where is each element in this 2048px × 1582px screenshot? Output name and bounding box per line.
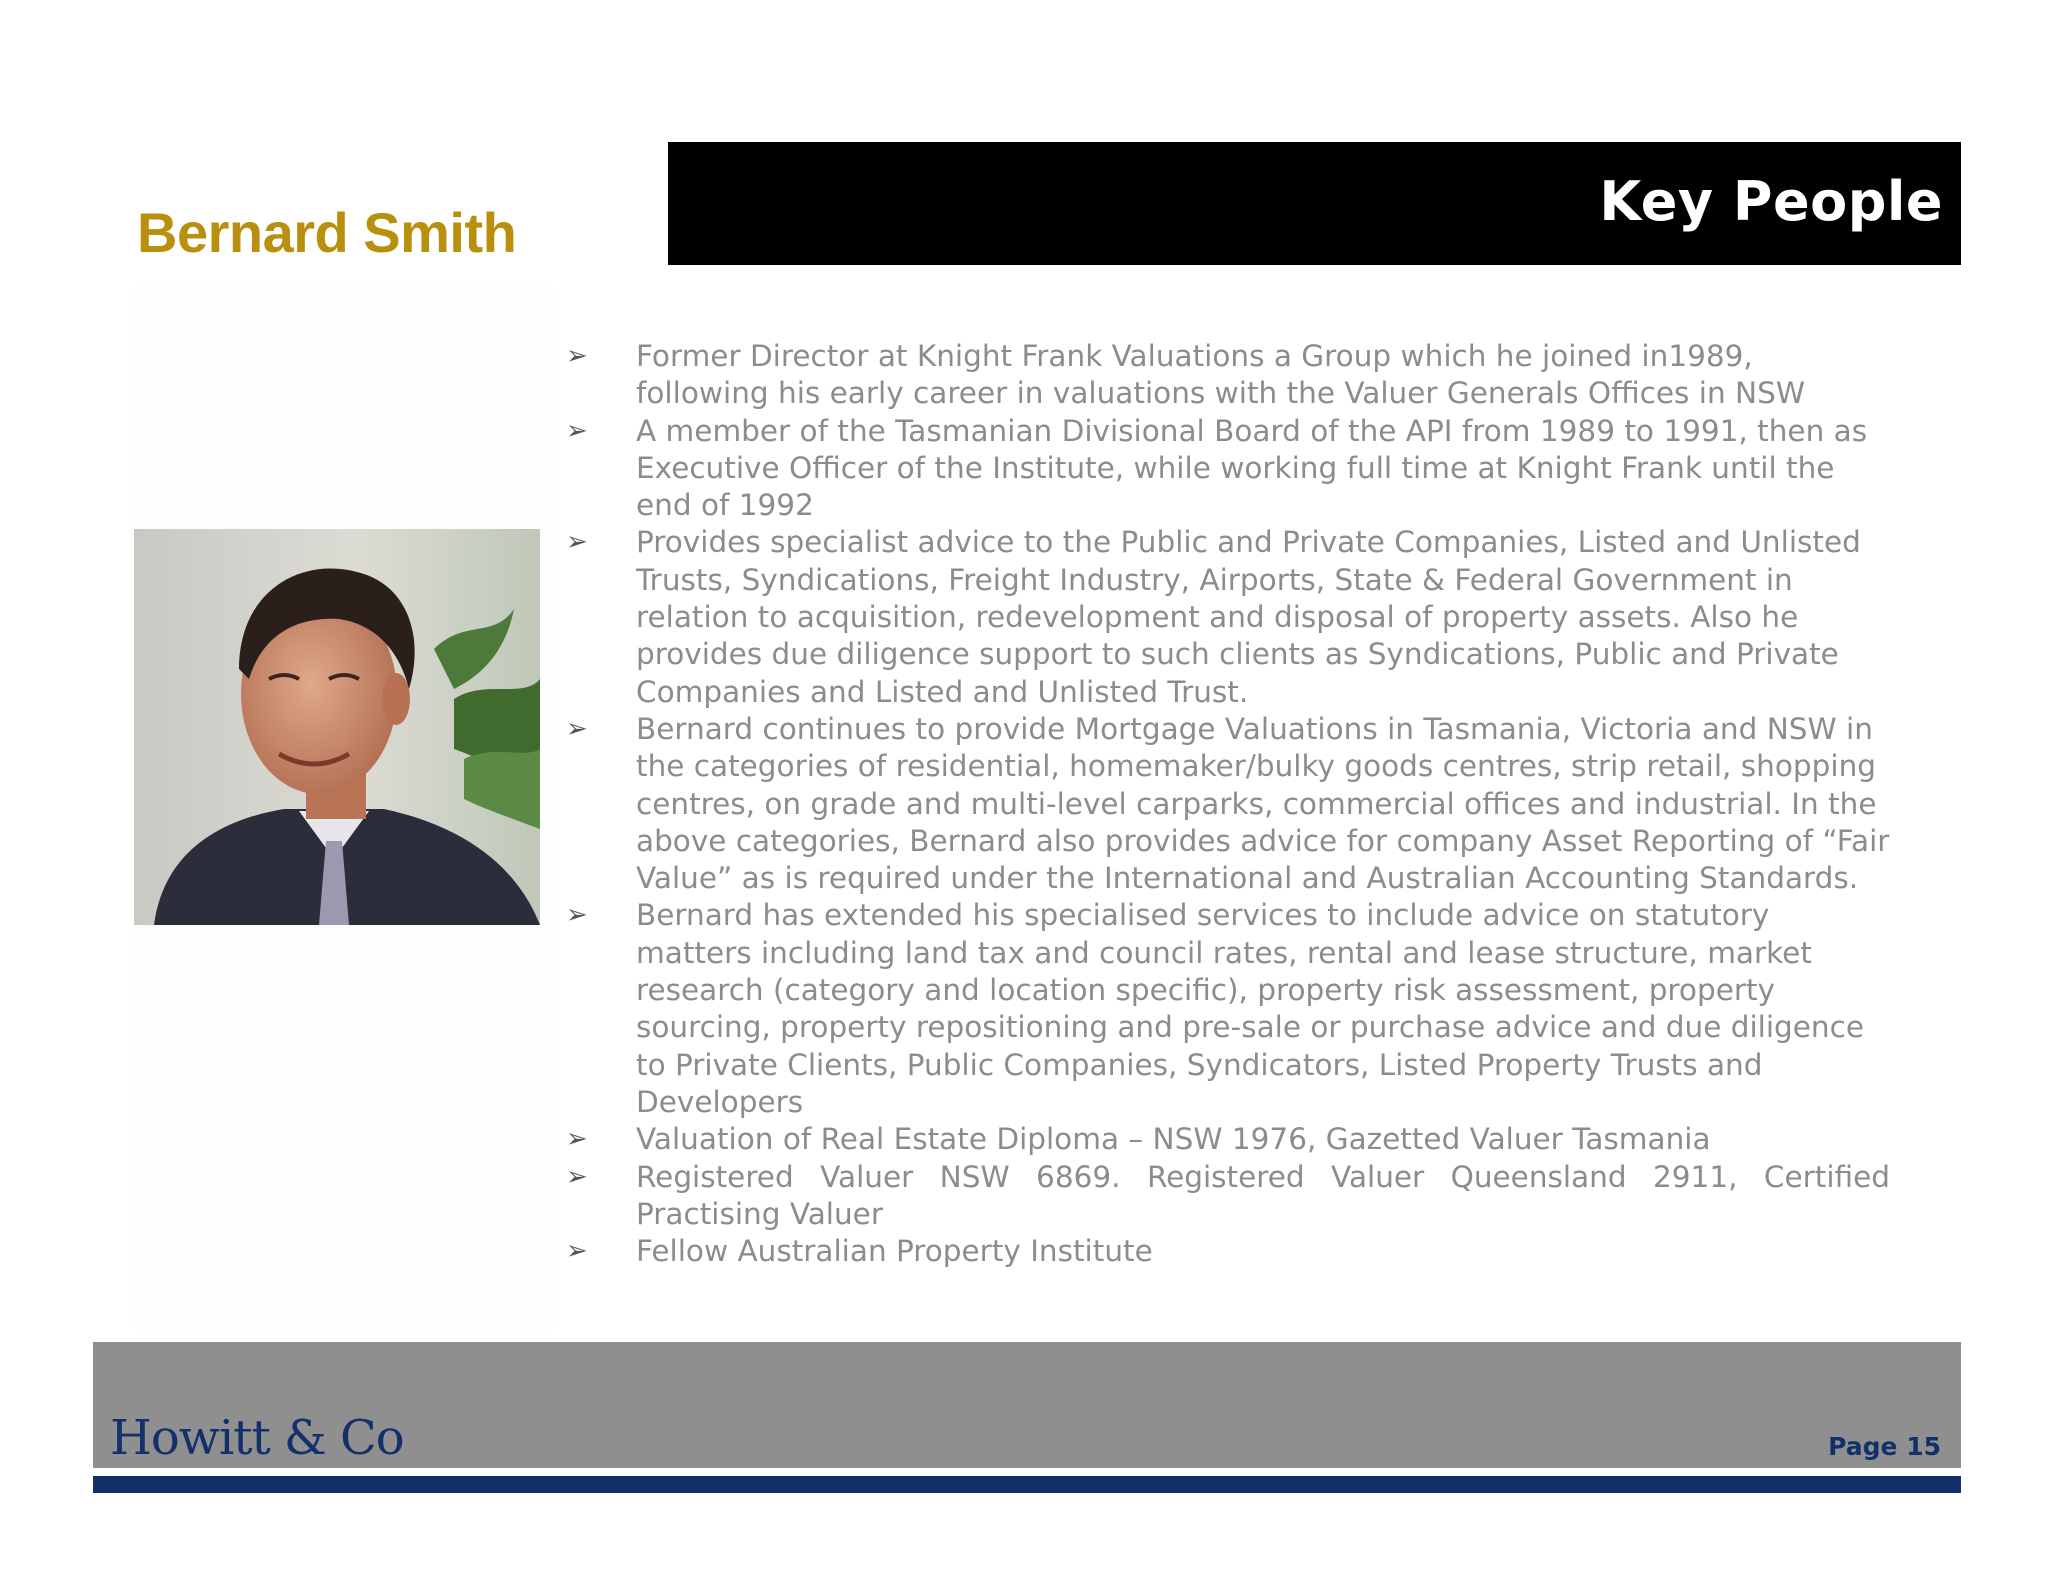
arrowhead-bullet-icon: ➢ [566,1124,588,1155]
arrowhead-bullet-icon: ➢ [566,1236,588,1267]
arrowhead-bullet-icon: ➢ [566,527,588,558]
arrowhead-bullet-icon: ➢ [566,900,588,931]
person-name: Bernard Smith [137,201,517,264]
footer-bar [93,1342,1961,1468]
list-item: ➢ Registered Valuer NSW 6869. Registered Valuer Queensland 2911, Certified Practising Valuer [566,1159,1890,1231]
list-item: ➢ Valuation of Real Estate Diploma – NSW 1976, Gazetted Valuer Tasmania [560,1121,1890,1158]
list-item: ➢ Bernard continues to provide Mortgage Valuations in Tasmania, Victoria and NSW in the categories of residential, homemaker/bulky goods centres, strip retail, shopping centres, on grade and multi-level carparks, commercial offices and industrial. In the above categories, Bernard also provides advice for company Asset Reporting of “Fair Value” as is required under the International and Australian Accounting Standards. [566,711,1890,896]
slide-title: Key People [1599,170,1943,233]
arrowhead-bullet-icon: ➢ [566,341,588,371]
arrowhead-bullet-icon: ➢ [566,415,588,446]
bullet-list [560,338,1890,1270]
portrait-illustration [134,529,540,925]
page-number: Page 15 [1828,1432,1941,1461]
arrowhead-bullet-icon: ➢ [566,713,588,744]
list-item: ➢ Bernard has extended his specialised services to include advice on statutory matters including land tax and council rates, rental and lease structure, market research (category and location specific), property risk assessment, property sourcing, property repositioning and pre-sale or purchase advice and due diligence to Private Clients, Public Companies, Syndicators, Listed Property Trusts and Developers [566,898,1864,1119]
list-item: ➢ A member of the Tasmanian Divisional Board of the API from 1989 to 1991, then as Executive Officer of the Institute, while working full time at Knight Frank until the end of 1992 [566,413,1868,523]
list-item: ➢ Fellow Australian Property Institute [560,1233,1890,1270]
footer-rule [93,1476,1961,1493]
portrait-photo [134,529,540,925]
title-bar [668,142,1961,265]
list-item: ➢ Former Director at Knight Frank Valuations a Group which he joined in1989, following his early career in valuations with the Valuer Generals Offices in NSW [566,339,1805,411]
list-item: ➢ Provides specialist advice to the Public and Private Companies, Listed and Unlisted Trusts, Syndications, Freight Industry, Airports, State & Federal Government in relation to acquisition, redevelopment and disposal of property assets. Also he provides due diligence support to such clients as Syndications, Public and Private Companies and Listed and Unlisted Trust. [566,525,1861,709]
company-logo: Howitt & Co [110,1410,404,1466]
arrowhead-bullet-icon: ➢ [566,1161,588,1192]
